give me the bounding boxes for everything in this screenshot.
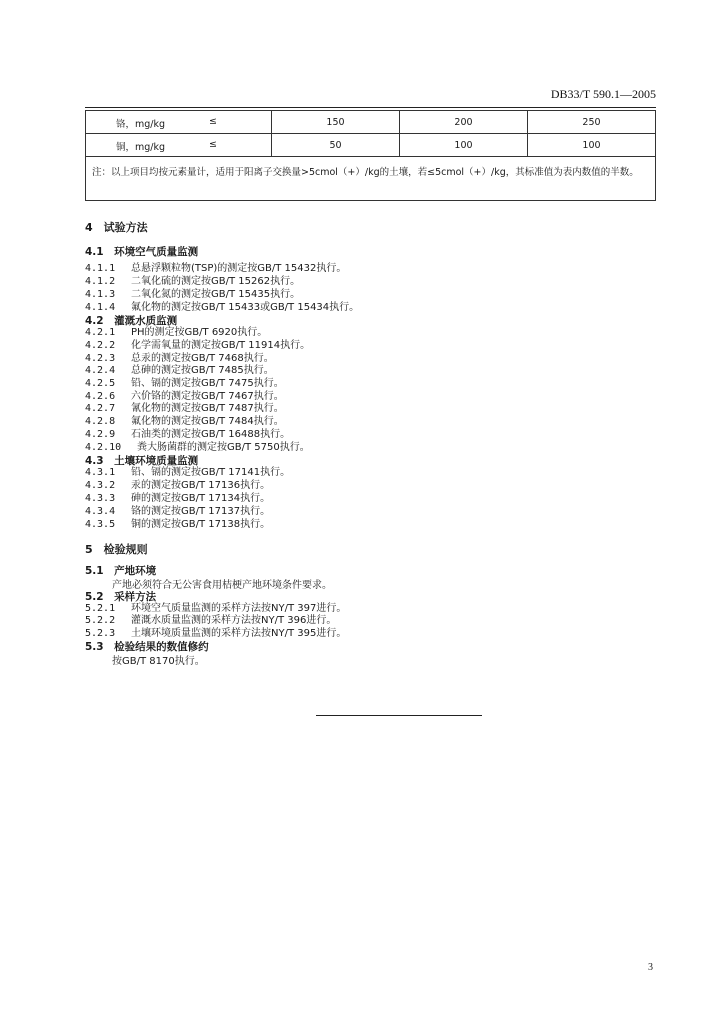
end-rule: [316, 715, 482, 716]
item-number: 4.2.10: [85, 442, 122, 453]
item-number: 4.1.4: [85, 302, 116, 313]
item-number: 4.2.5: [85, 378, 116, 389]
section-5-2-title: 5.2 采样方法: [85, 591, 157, 603]
list-item: [85, 466, 290, 479]
list-item: [85, 479, 270, 492]
table-cell-value: 250: [527, 111, 655, 134]
table-row: [86, 111, 656, 134]
section-4-title: 4 试验方法: [85, 221, 148, 234]
item-number: 4.2.9: [85, 429, 116, 440]
item-text: 氟化物的测定按GB/T 15433或GB/T 15434执行。: [131, 302, 360, 313]
list-item: [85, 518, 270, 531]
item-text: PH的测定按GB/T 6920执行。: [131, 327, 268, 338]
table-row: [86, 134, 656, 157]
list-item: [85, 428, 290, 441]
item-number: 4.1.3: [85, 289, 116, 300]
paragraph: 按GB/T 8170执行。: [112, 656, 205, 667]
item-number: 4.2.4: [85, 365, 116, 376]
item-text: 粪大肠菌群的测定按GB/T 5750执行。: [137, 442, 310, 453]
operator: ≤: [209, 116, 217, 127]
section-5-1-title: 5.1 产地环境: [85, 565, 157, 577]
item-text: 总悬浮颗粒物(TSP)的测定按GB/T 15432执行。: [131, 263, 347, 274]
item-number: 4.3.3: [85, 493, 116, 504]
item-text: 灌溉水质量监测的采样方法按NY/T 396进行。: [131, 615, 337, 626]
operator: ≤: [209, 139, 217, 150]
item-text: 土壤环境质量监测的采样方法按NY/T 395进行。: [131, 628, 347, 639]
item-text: 二氧化硫的测定按GB/T 15262执行。: [131, 276, 301, 287]
item-number: 4.2.1: [85, 327, 116, 338]
table-cell-value: 100: [527, 134, 655, 157]
item-number: 4.2.2: [85, 340, 116, 351]
list-item: [85, 275, 300, 288]
item-text: 总汞的测定按GB/T 7468执行。: [131, 353, 274, 364]
list-item: [85, 364, 274, 377]
section-4-2-title: 4.2 灌溉水质监测: [85, 315, 178, 327]
header-rule: [85, 107, 656, 108]
item-number: 5.2.2: [85, 615, 116, 626]
item-text: 砷的测定按GB/T 17134执行。: [131, 493, 271, 504]
table-cell-value: 150: [272, 111, 400, 134]
list-item: [85, 339, 310, 352]
list-item: [85, 415, 284, 428]
item-number: 4.1.1: [85, 263, 116, 274]
list-item: [85, 505, 270, 518]
list-item: [85, 492, 270, 505]
item-text: 总砷的测定按GB/T 7485执行。: [131, 365, 274, 376]
table-cell-item: [86, 111, 272, 134]
limits-table: [85, 110, 656, 201]
item-number: 4.2.6: [85, 391, 116, 402]
page-number: 3: [648, 962, 653, 973]
list-item: [85, 377, 284, 390]
item-number: 4.2.3: [85, 353, 116, 364]
item-label: 铬，mg/kg: [116, 119, 166, 130]
list-item: [85, 262, 346, 275]
item-number: 4.1.2: [85, 276, 116, 287]
item-number: 5.2.3: [85, 628, 116, 639]
item-number: 4.2.8: [85, 416, 116, 427]
item-text: 铅、镉的测定按GB/T 7475执行。: [131, 378, 284, 389]
item-number: 4.3.2: [85, 480, 116, 491]
item-number: 4.3.4: [85, 506, 116, 517]
paragraph: 产地必须符合无公害食用桔梗产地环境条件要求。: [112, 580, 332, 591]
document-code: DB33/T 590.1—2005: [550, 87, 656, 101]
section-5-title: 5 检验规则: [85, 543, 148, 556]
table-cell-item: [86, 134, 272, 157]
item-text: 氟化物的测定按GB/T 7484执行。: [131, 416, 284, 427]
list-item: [85, 614, 336, 627]
section-4-3-title: 4.3 土壤环境质量监测: [85, 455, 199, 467]
item-label: 铜，mg/kg: [116, 142, 166, 153]
item-text: 化学需氧量的测定按GB/T 11914执行。: [131, 340, 311, 351]
item-number: 4.3.1: [85, 467, 116, 478]
list-item: [85, 326, 267, 339]
table-cell-value: 200: [399, 111, 527, 134]
item-text: 六价铬的测定按GB/T 7467执行。: [131, 391, 284, 402]
table-cell-value: 50: [272, 134, 400, 157]
item-number: 4.2.7: [85, 403, 116, 414]
item-text: 汞的测定按GB/T 17136执行。: [131, 480, 271, 491]
list-item: [85, 288, 300, 301]
item-text: 铜的测定按GB/T 17138执行。: [131, 519, 271, 530]
item-text: 环境空气质量监测的采样方法按NY/T 397进行。: [131, 603, 347, 614]
item-text: 二氧化氮的测定按GB/T 15435执行。: [131, 289, 301, 300]
item-text: 石油类的测定按GB/T 16488执行。: [131, 429, 291, 440]
section-4-1-title: 4.1 环境空气质量监测: [85, 246, 199, 258]
item-number: 4.3.5: [85, 519, 116, 530]
item-text: 铬的测定按GB/T 17137执行。: [131, 506, 271, 517]
item-text: 氰化物的测定按GB/T 7487执行。: [131, 403, 284, 414]
table-cell-value: 100: [399, 134, 527, 157]
table-note: 注：以上项目均按元素量计，适用于阳离子交换量>5cmol（+）/kg的土壤，若≤5cmol（+）/kg，其标准值为表内数值的半数。: [86, 157, 656, 201]
table-note-row: [86, 157, 656, 201]
section-5-3-title: 5.3 检验结果的数值修约: [85, 641, 209, 653]
list-item: [85, 402, 284, 415]
item-number: 5.2.1: [85, 603, 116, 614]
item-text: 铅、镉的测定按GB/T 17141执行。: [131, 467, 291, 478]
